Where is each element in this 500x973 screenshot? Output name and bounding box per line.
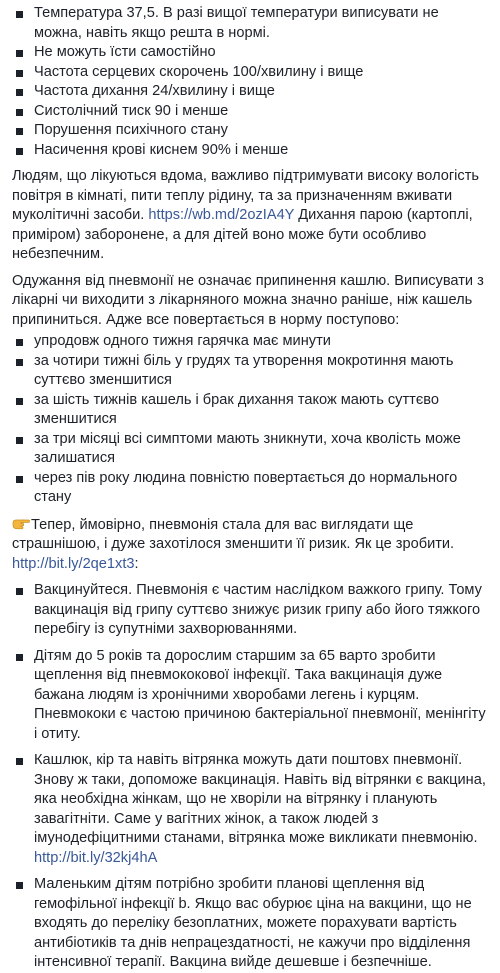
risk-paragraph: Тепер, ймовірно, пневмонія стала для вас виглядати ще страшнішою, і дуже захотілося зменшити її ризик. Як це зробити. http://bit.ly/2qe1xt3: (12, 516, 455, 572)
list-item: за чотири тижні біль у грудях та утворення мокротиння мають суттєво зменшитися (12, 352, 488, 391)
bullet-icon (16, 758, 23, 765)
bullet-icon (16, 148, 23, 155)
list-item: упродовж одного тижня гарячка має минути (12, 332, 488, 352)
pointing-hand-icon (12, 515, 30, 531)
bullet-icon (16, 70, 23, 77)
tip-item: Маленьким дітям потрібно зробити планові щеплення від гемофільної інфекції b. Якщо вас обурює ціна на вакцини, що не входять до переліку безоплатних, можете порахувати вартість антибіотиків та днів непрацездатності, не кажучи про відділення інтенсивної терапії. Вакцина вийде дешевше і безпечніше. (12, 875, 488, 973)
tip-item: Дітям до 5 років та дорослим старшим за 65 варто зробити щеплення від пневмококової інфекції. Така вакцинація дуже бажана людям із хронічними хворобами легень і курцям. Пневмококи є частою причиною бактеріальної пневмонії, менінгіту і отиту. (12, 647, 488, 745)
bullet-icon (16, 359, 23, 366)
bullet-icon (16, 398, 23, 405)
bullet-icon (16, 588, 23, 595)
list-item: Частота серцевих скорочень 100/хвилину і вище (12, 63, 488, 83)
home-care-paragraph: Людям, що лікуються вдома, важливо підтримувати високу вологість повітря в кімнаті, пити теплу рідину, та за призначенням вживати муколітичні засоби. https://wb.md/2ozIA4Y Дихання парою (картоплі, приміром) заборонене, а для дітей воно може бути особливо небезпечним. (12, 168, 480, 262)
list-item: Не можуть їсти самостійно (12, 43, 488, 63)
bullet-icon (16, 476, 23, 483)
list-item: Насичення крові киснем 90% і менше (12, 141, 488, 161)
bullet-icon (16, 882, 23, 889)
bullet-icon (16, 89, 23, 96)
bullet-icon (16, 11, 23, 18)
list-item: за шість тижнів кашель і брак дихання також мають суттєво зменшитися (12, 391, 488, 430)
list-item: через пів року людина повністю повертається до нормального стану (12, 469, 488, 508)
tip-item: Кашлюк, кір та навіть вітрянка можуть дати поштовх пневмонії. Знову ж таки, допоможе вакцинація. Навіть від вітрянки є вакцина, яка необхідна жінкам, що не хворіли на вітрянку і планують завагітніти. Саме у вагітних жінок, а також людей з імунодефіцитними станами, вітрянка може викликати пневмонію. http://bit.ly/32kj4hA (12, 751, 488, 868)
bullet-icon (16, 437, 23, 444)
list-item: Частота дихання 24/хвилину і вище (12, 82, 488, 102)
list-item: Систолічний тиск 90 і менше (12, 102, 488, 122)
discharge-criteria-list (12, 4, 488, 160)
bullet-icon (16, 109, 23, 116)
recovery-timeline-list (12, 332, 488, 508)
bullet-icon (16, 128, 23, 135)
list-item: Порушення психічного стану (12, 121, 488, 141)
home-care-link[interactable]: https://wb.md/2ozIA4Y (148, 207, 295, 223)
list-item: Температура 37,5. В разі вищої температури виписувати не можна, навіть якщо решта в нормі. (12, 4, 488, 43)
tip-item: Вакцинуйтеся. Пневмонія є частим наслідком важкого грипу. Тому вакцинація від грипу суттєво знижує ризик грипу або його тяжкого перебігу із супутніми захворюваннями. (12, 581, 488, 640)
bullet-icon (16, 339, 23, 346)
bullet-icon (16, 654, 23, 661)
risk-link[interactable]: http://bit.ly/2qe1xt3 (12, 555, 135, 572)
chickenpox-link[interactable]: http://bit.ly/32kj4hA (34, 849, 158, 866)
bullet-icon (16, 50, 23, 57)
list-item: за три місяці всі симптоми мають зникнути, хоча кволість може залишатися (12, 430, 488, 469)
recovery-paragraph: Одужання від пневмонії не означає припинення кашлю. Виписувати з лікарні чи виходити з лікарняного можна значно раніше, ніж кашель припиниться. Адже все повертається в норму поступово: (12, 272, 484, 328)
